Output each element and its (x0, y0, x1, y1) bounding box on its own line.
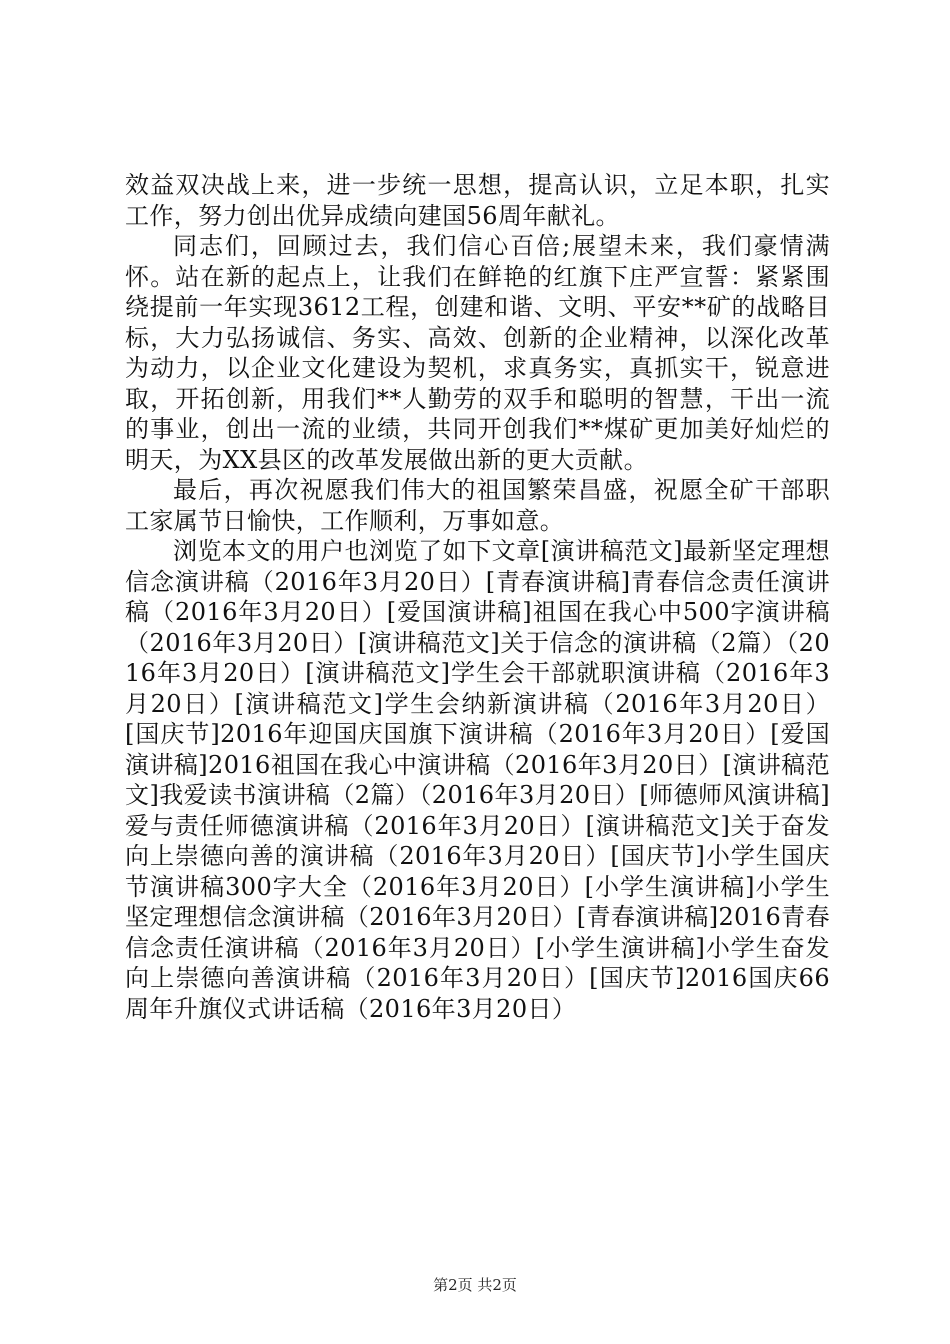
paragraph-pledge: 同志们，回顾过去，我们信心百倍;展望未来，我们豪情满怀。站在新的起点上，让我们在鲜艳的红旗下庄严宣誓：紧紧围绕提前一年实现3612工程，创建和谐、文明、平安**矿的战略目标，大力弘扬诚信、务实、高效、创新的企业精神，以深化改革为动力，以企业文化建设为契机，求真务实，真抓实干，锐意进取，开拓创新，用我们**人勤劳的双手和聪明的智慧，干出一流的事业，创出一流的业绩，共同开创我们**煤矿更加美好灿烂的明天，为XX县区的改革发展做出新的更大贡献。 (125, 232, 830, 474)
document-body (125, 170, 830, 1024)
paragraph-closing-wishes: 最后，再次祝愿我们伟大的祖国繁荣昌盛，祝愿全矿干部职工家属节日愉快，工作顺利，万事如意。 (125, 476, 830, 535)
paragraph-related-articles: 浏览本文的用户也浏览了如下文章[演讲稿范文]最新坚定理想信念演讲稿（2016年3月20日）[青春演讲稿]青春信念责任演讲稿（2016年3月20日）[爱国演讲稿]祖国在我心中500字演讲稿（2016年3月20日）[演讲稿范文]关于信念的演讲稿（2篇）（2016年3月20日）[演讲稿范文]学生会干部就职演讲稿（2016年3月20日）[演讲稿范文]学生会纳新演讲稿（2016年3月20日）[国庆节]2016年迎国庆国旗下演讲稿（2016年3月20日）[爱国演讲稿]2016祖国在我心中演讲稿（2016年3月20日）[演讲稿范文]我爱读书演讲稿（2篇）（2016年3月20日）[师德师风演讲稿]爱与责任师德演讲稿（2016年3月20日）[演讲稿范文]关于奋发向上崇德向善的演讲稿（2016年3月20日）[国庆节]小学生国庆节演讲稿300字大全（2016年3月20日）[小学生演讲稿]小学生坚定理想信念演讲稿（2016年3月20日）[青春演讲稿]2016青春信念责任演讲稿（2016年3月20日）[小学生演讲稿]小学生奋发向上崇德向善演讲稿（2016年3月20日）[国庆节]2016国庆66周年升旗仪式讲话稿（2016年3月20日） (125, 537, 830, 1023)
page-footer: 第2页 共2页 (433, 1276, 517, 1294)
paragraph-continuation: 效益双决战上来，进一步统一思想，提高认识，立足本职，扎实工作，努力创出优异成绩向建国56周年献礼。 (125, 171, 830, 230)
